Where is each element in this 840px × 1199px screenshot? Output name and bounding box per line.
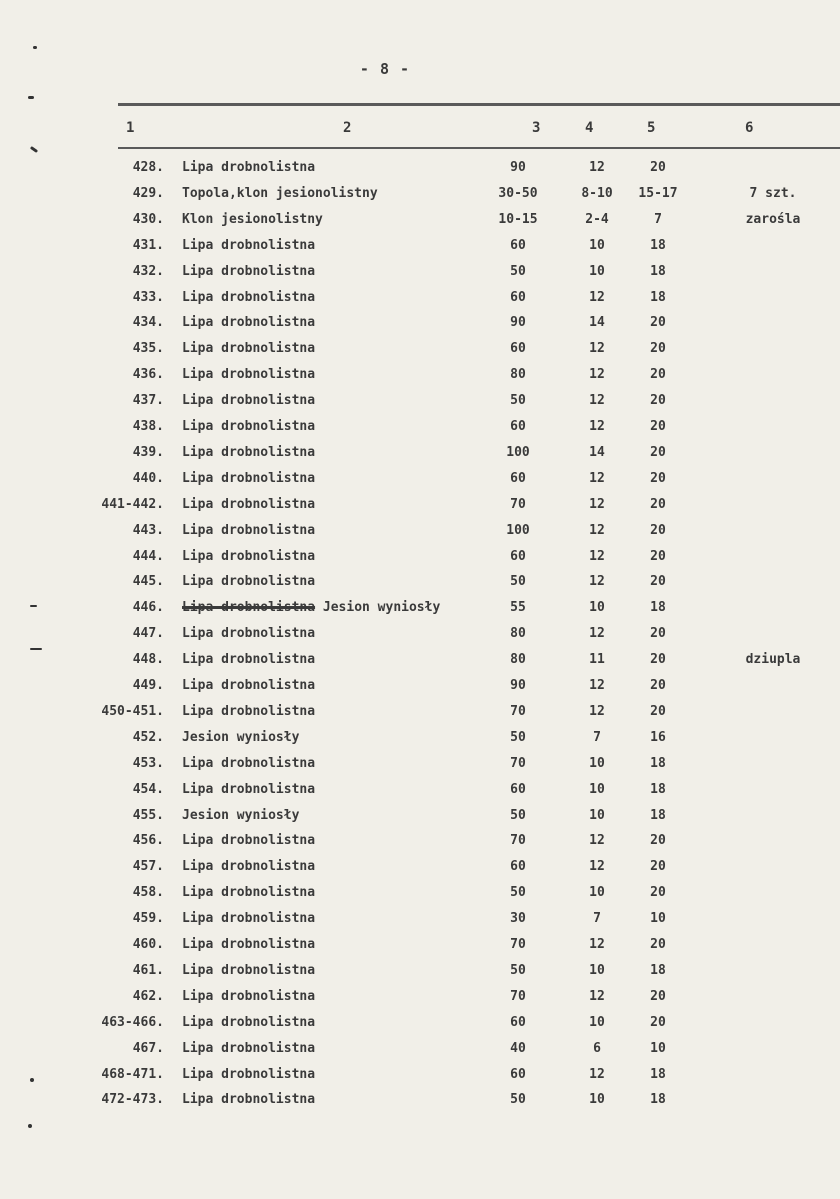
table-row — [0, 1067, 840, 1093]
value-col-3: 30 — [510, 911, 526, 927]
value-col-4: 12 — [589, 341, 605, 357]
value-col-4: 7 — [593, 911, 601, 927]
species-name: Lipa drobnolistna — [182, 522, 316, 538]
species-name-cell — [182, 160, 315, 175]
row-number: 444. — [132, 548, 164, 564]
margin-mark — [28, 96, 34, 99]
value-col-4: 12 — [589, 988, 605, 1004]
species-name: Lipa drobnolistna — [182, 160, 316, 175]
value-col-5: 18 — [650, 263, 666, 279]
value-col-5: 20 — [650, 678, 666, 693]
species-name: Lipa drobnolistna — [182, 444, 316, 460]
value-col-5: 18 — [650, 807, 666, 823]
species-name-cell — [182, 290, 315, 305]
value-col-3: 30-50 — [498, 185, 538, 201]
value-col-5: 20 — [650, 885, 666, 901]
row-number: 452. — [132, 729, 164, 745]
row-number: 448. — [132, 652, 164, 668]
value-col-5: 20 — [650, 470, 666, 486]
value-col-5: 20 — [650, 444, 666, 460]
table-row — [0, 290, 840, 316]
species-name-cell — [182, 419, 315, 434]
species-name: Lipa drobnolistna — [182, 419, 316, 434]
value-col-3: 50 — [510, 962, 526, 978]
row-number: 436. — [132, 367, 164, 383]
value-col-4: 11 — [589, 652, 605, 668]
value-col-4: 12 — [589, 289, 605, 305]
species-name-cell — [182, 626, 315, 641]
value-col-4: 7 — [593, 729, 601, 745]
value-col-3: 55 — [510, 600, 526, 616]
species-name: Lipa drobnolistna — [182, 237, 316, 253]
table-row — [0, 678, 840, 704]
species-name-cell — [182, 782, 315, 797]
species-name: Lipa drobnolistna — [182, 289, 316, 305]
table-row — [0, 911, 840, 937]
column-header-1: 1 — [126, 120, 135, 136]
value-col-3: 70 — [510, 703, 526, 719]
table-row — [0, 833, 840, 859]
species-name: Jesion wyniosły — [182, 807, 300, 823]
species-name: Lipa drobnolistna — [182, 1040, 316, 1056]
note-col-6: dziupla — [745, 652, 801, 668]
table-header-rule — [118, 147, 840, 149]
value-col-3: 60 — [510, 1014, 526, 1030]
species-name: Lipa drobnolistna — [182, 600, 316, 616]
value-col-3: 80 — [510, 626, 526, 642]
value-col-3: 50 — [510, 729, 526, 745]
species-name: Lipa drobnolistna — [182, 988, 316, 1004]
species-name-cell — [182, 341, 315, 356]
column-header-2: 2 — [343, 120, 352, 136]
table-row — [0, 419, 840, 445]
table-row — [0, 756, 840, 782]
value-col-5: 18 — [650, 1092, 666, 1108]
note-col-6: 7 szt. — [749, 185, 797, 201]
table-row — [0, 885, 840, 911]
margin-mark — [30, 1078, 34, 1082]
row-number: 472-473. — [101, 1092, 164, 1108]
species-name-cell — [182, 756, 315, 771]
species-name: Lipa drobnolistna — [182, 393, 316, 409]
species-name-correction: Jesion wyniosły — [315, 600, 441, 616]
species-name: Lipa drobnolistna — [182, 1014, 316, 1030]
table-row — [0, 523, 840, 549]
table-row — [0, 963, 840, 989]
value-col-4: 10 — [589, 263, 605, 279]
species-name-cell — [182, 730, 299, 745]
table-row — [0, 497, 840, 523]
table-row — [0, 782, 840, 808]
species-name-cell — [182, 704, 315, 719]
row-number: 457. — [132, 859, 164, 875]
row-number: 435. — [132, 341, 164, 357]
value-col-3: 100 — [506, 444, 530, 460]
species-name-cell — [182, 497, 315, 512]
row-number: 438. — [132, 419, 164, 434]
value-col-3: 80 — [510, 367, 526, 383]
species-name: Jesion wyniosły — [182, 729, 300, 745]
value-col-3: 90 — [510, 678, 526, 693]
value-col-5: 10 — [650, 1040, 666, 1056]
row-number: 456. — [132, 833, 164, 849]
species-name: Lipa drobnolistna — [182, 678, 316, 693]
species-name: Lipa drobnolistna — [182, 1092, 316, 1108]
species-name-cell — [182, 1041, 315, 1056]
row-number: 446. — [132, 600, 164, 616]
table-row — [0, 160, 840, 186]
row-number: 431. — [132, 237, 164, 253]
value-col-5: 10 — [650, 911, 666, 927]
species-name: Lipa drobnolistna — [182, 1066, 316, 1082]
value-col-5: 20 — [650, 341, 666, 357]
species-name: Lipa drobnolistna — [182, 341, 316, 357]
value-col-4: 12 — [589, 859, 605, 875]
species-name: Lipa drobnolistna — [182, 755, 316, 771]
table-row — [0, 652, 840, 678]
table-row — [0, 574, 840, 600]
table-top-rule — [118, 103, 840, 106]
column-header-3: 3 — [532, 120, 541, 136]
species-name: Lipa drobnolistna — [182, 703, 316, 719]
species-name-cell — [182, 859, 315, 874]
table-row — [0, 989, 840, 1015]
value-col-4: 12 — [589, 1066, 605, 1082]
row-number: 439. — [132, 444, 164, 460]
value-col-3: 70 — [510, 755, 526, 771]
table-row — [0, 1041, 840, 1067]
value-col-3: 60 — [510, 1066, 526, 1082]
value-col-3: 50 — [510, 885, 526, 901]
value-col-3: 100 — [506, 522, 530, 538]
value-col-3: 50 — [510, 393, 526, 409]
row-number: 467. — [132, 1040, 164, 1056]
row-number: 445. — [132, 574, 164, 590]
value-col-5: 20 — [650, 393, 666, 409]
row-number: 454. — [132, 781, 164, 797]
table-row — [0, 186, 840, 212]
value-col-4: 10 — [589, 237, 605, 253]
species-name: Topola,klon jesionolistny — [182, 185, 378, 201]
species-name: Lipa drobnolistna — [182, 911, 316, 927]
table-row — [0, 626, 840, 652]
species-name: Klon jesionolistny — [182, 211, 323, 227]
species-name: Lipa drobnolistna — [182, 574, 316, 590]
value-col-5: 20 — [650, 652, 666, 668]
value-col-4: 10 — [589, 755, 605, 771]
value-col-5: 18 — [650, 781, 666, 797]
margin-mark — [30, 605, 37, 607]
table-row — [0, 315, 840, 341]
table-row — [0, 1015, 840, 1041]
value-col-3: 60 — [510, 470, 526, 486]
value-col-5: 18 — [650, 962, 666, 978]
species-name-cell — [182, 445, 315, 460]
table-row — [0, 937, 840, 963]
row-number: 441-442. — [101, 496, 164, 512]
row-number: 463-466. — [101, 1014, 164, 1030]
value-col-4: 12 — [589, 833, 605, 849]
table-row — [0, 264, 840, 290]
value-col-4: 12 — [589, 678, 605, 693]
margin-mark — [28, 1124, 32, 1128]
value-col-5: 7 — [654, 211, 662, 227]
table-row — [0, 808, 840, 834]
value-col-3: 90 — [510, 315, 526, 331]
species-name: Lipa drobnolistna — [182, 885, 316, 901]
value-col-3: 50 — [510, 263, 526, 279]
value-col-4: 10 — [589, 1092, 605, 1108]
species-name: Lipa drobnolistna — [182, 781, 316, 797]
value-col-5: 18 — [650, 1066, 666, 1082]
table-row — [0, 212, 840, 238]
table-row — [0, 730, 840, 756]
column-header-6: 6 — [745, 120, 754, 136]
table-row — [0, 238, 840, 264]
value-col-3: 60 — [510, 859, 526, 875]
value-col-4: 10 — [589, 807, 605, 823]
row-number: 455. — [132, 807, 164, 823]
value-col-4: 12 — [589, 367, 605, 383]
table-row — [0, 471, 840, 497]
species-name: Lipa drobnolistna — [182, 496, 316, 512]
row-number: 429. — [132, 185, 164, 201]
value-col-5: 16 — [650, 729, 666, 745]
species-name-cell — [182, 549, 315, 564]
row-number: 447. — [132, 626, 164, 642]
row-number: 459. — [132, 911, 164, 927]
column-header-5: 5 — [647, 120, 656, 136]
value-col-4: 6 — [593, 1040, 601, 1056]
species-name-cell — [182, 367, 315, 382]
value-col-3: 60 — [510, 341, 526, 357]
species-name-cell — [182, 264, 315, 279]
row-number: 461. — [132, 962, 164, 978]
species-name-cell — [182, 574, 315, 589]
value-col-4: 12 — [589, 522, 605, 538]
species-name: Lipa drobnolistna — [182, 652, 316, 668]
value-col-4: 12 — [589, 160, 605, 175]
value-col-4: 10 — [589, 885, 605, 901]
table-row — [0, 600, 840, 626]
value-col-4: 12 — [589, 393, 605, 409]
value-col-4: 12 — [589, 548, 605, 564]
value-col-3: 80 — [510, 652, 526, 668]
species-name-cell — [182, 1067, 315, 1082]
value-col-4: 10 — [589, 600, 605, 616]
table-row — [0, 445, 840, 471]
value-col-5: 20 — [650, 496, 666, 512]
row-number: 462. — [132, 988, 164, 1004]
value-col-3: 70 — [510, 988, 526, 1004]
species-name-cell — [182, 911, 315, 926]
value-col-3: 50 — [510, 574, 526, 590]
margin-mark — [30, 648, 42, 650]
value-col-4: 12 — [589, 574, 605, 590]
species-name: Lipa drobnolistna — [182, 962, 316, 978]
value-col-4: 10 — [589, 1014, 605, 1030]
table-row — [0, 367, 840, 393]
row-number: 453. — [132, 755, 164, 771]
row-number: 434. — [132, 315, 164, 331]
row-number: 460. — [132, 937, 164, 952]
row-number: 428. — [132, 160, 164, 175]
value-col-5: 20 — [650, 315, 666, 331]
margin-mark — [30, 146, 38, 153]
value-col-3: 60 — [510, 419, 526, 434]
value-col-4: 10 — [589, 962, 605, 978]
species-name-cell — [182, 471, 315, 486]
species-name: Lipa drobnolistna — [182, 470, 316, 486]
species-name-cell — [182, 1092, 315, 1107]
value-col-3: 60 — [510, 548, 526, 564]
value-col-5: 15-17 — [638, 185, 678, 201]
margin-mark — [33, 46, 37, 49]
row-number: 437. — [132, 393, 164, 409]
row-number: 443. — [132, 522, 164, 538]
species-name-cell — [182, 989, 315, 1004]
value-col-3: 60 — [510, 237, 526, 253]
row-number: 450-451. — [101, 703, 164, 719]
species-name: Lipa drobnolistna — [182, 859, 316, 875]
value-col-3: 90 — [510, 160, 526, 175]
value-col-5: 20 — [650, 859, 666, 875]
row-number: 430. — [132, 211, 164, 227]
value-col-3: 60 — [510, 781, 526, 797]
value-col-4: 14 — [589, 315, 605, 331]
table-row — [0, 1092, 840, 1118]
value-col-4: 2-4 — [585, 211, 609, 227]
value-col-5: 18 — [650, 237, 666, 253]
species-name: Lipa drobnolistna — [182, 263, 316, 279]
value-col-5: 20 — [650, 833, 666, 849]
value-col-5: 20 — [650, 574, 666, 590]
species-name: Lipa drobnolistna — [182, 315, 316, 331]
table-row — [0, 859, 840, 885]
row-number: 468-471. — [101, 1066, 164, 1082]
row-number: 440. — [132, 470, 164, 486]
species-name-cell — [182, 238, 315, 253]
species-name-cell — [182, 885, 315, 900]
note-col-6: zarośla — [745, 211, 801, 227]
value-col-3: 40 — [510, 1040, 526, 1056]
value-col-4: 12 — [589, 626, 605, 642]
value-col-5: 20 — [650, 419, 666, 434]
value-col-4: 10 — [589, 781, 605, 797]
value-col-5: 18 — [650, 755, 666, 771]
species-name: Lipa drobnolistna — [182, 367, 316, 383]
value-col-4: 8-10 — [581, 185, 613, 201]
species-name-cell — [182, 808, 299, 823]
value-col-5: 20 — [650, 626, 666, 642]
species-name: Lipa drobnolistna — [182, 937, 316, 952]
species-name: Lipa drobnolistna — [182, 548, 316, 564]
page-number: - 8 - — [359, 60, 411, 78]
species-name-cell — [182, 1015, 315, 1030]
value-col-5: 20 — [650, 937, 666, 952]
value-col-4: 12 — [589, 703, 605, 719]
value-col-3: 70 — [510, 496, 526, 512]
value-col-5: 20 — [650, 367, 666, 383]
value-col-3: 10-15 — [498, 211, 538, 227]
row-number: 458. — [132, 885, 164, 901]
table-row — [0, 704, 840, 730]
value-col-4: 12 — [589, 937, 605, 952]
species-name-cell — [182, 652, 315, 667]
row-number: 432. — [132, 263, 164, 279]
table-row — [0, 393, 840, 419]
value-col-5: 20 — [650, 1014, 666, 1030]
value-col-3: 70 — [510, 937, 526, 952]
value-col-4: 14 — [589, 444, 605, 460]
column-header-4: 4 — [585, 120, 594, 136]
value-col-4: 12 — [589, 419, 605, 434]
species-name: Lipa drobnolistna — [182, 626, 316, 642]
value-col-3: 50 — [510, 1092, 526, 1108]
species-name-cell — [182, 963, 315, 978]
species-name-cell — [182, 833, 315, 848]
value-col-5: 20 — [650, 160, 666, 175]
species-name-cell — [182, 186, 378, 201]
species-name-cell — [182, 937, 315, 952]
value-col-4: 12 — [589, 496, 605, 512]
row-number: 433. — [132, 289, 164, 305]
table-row — [0, 549, 840, 575]
species-name: Lipa drobnolistna — [182, 833, 316, 849]
value-col-5: 18 — [650, 289, 666, 305]
row-number: 449. — [132, 678, 164, 693]
value-col-5: 20 — [650, 548, 666, 564]
table-row — [0, 341, 840, 367]
value-col-5: 20 — [650, 703, 666, 719]
species-name-cell — [182, 600, 440, 615]
value-col-5: 20 — [650, 988, 666, 1004]
species-name-cell — [182, 393, 315, 408]
value-col-5: 18 — [650, 600, 666, 616]
species-name-cell — [182, 212, 323, 227]
value-col-4: 12 — [589, 470, 605, 486]
value-col-3: 50 — [510, 807, 526, 823]
value-col-3: 60 — [510, 289, 526, 305]
species-name-cell — [182, 315, 315, 330]
value-col-5: 20 — [650, 522, 666, 538]
species-name-cell — [182, 523, 315, 538]
species-name-cell — [182, 678, 315, 693]
value-col-3: 70 — [510, 833, 526, 849]
